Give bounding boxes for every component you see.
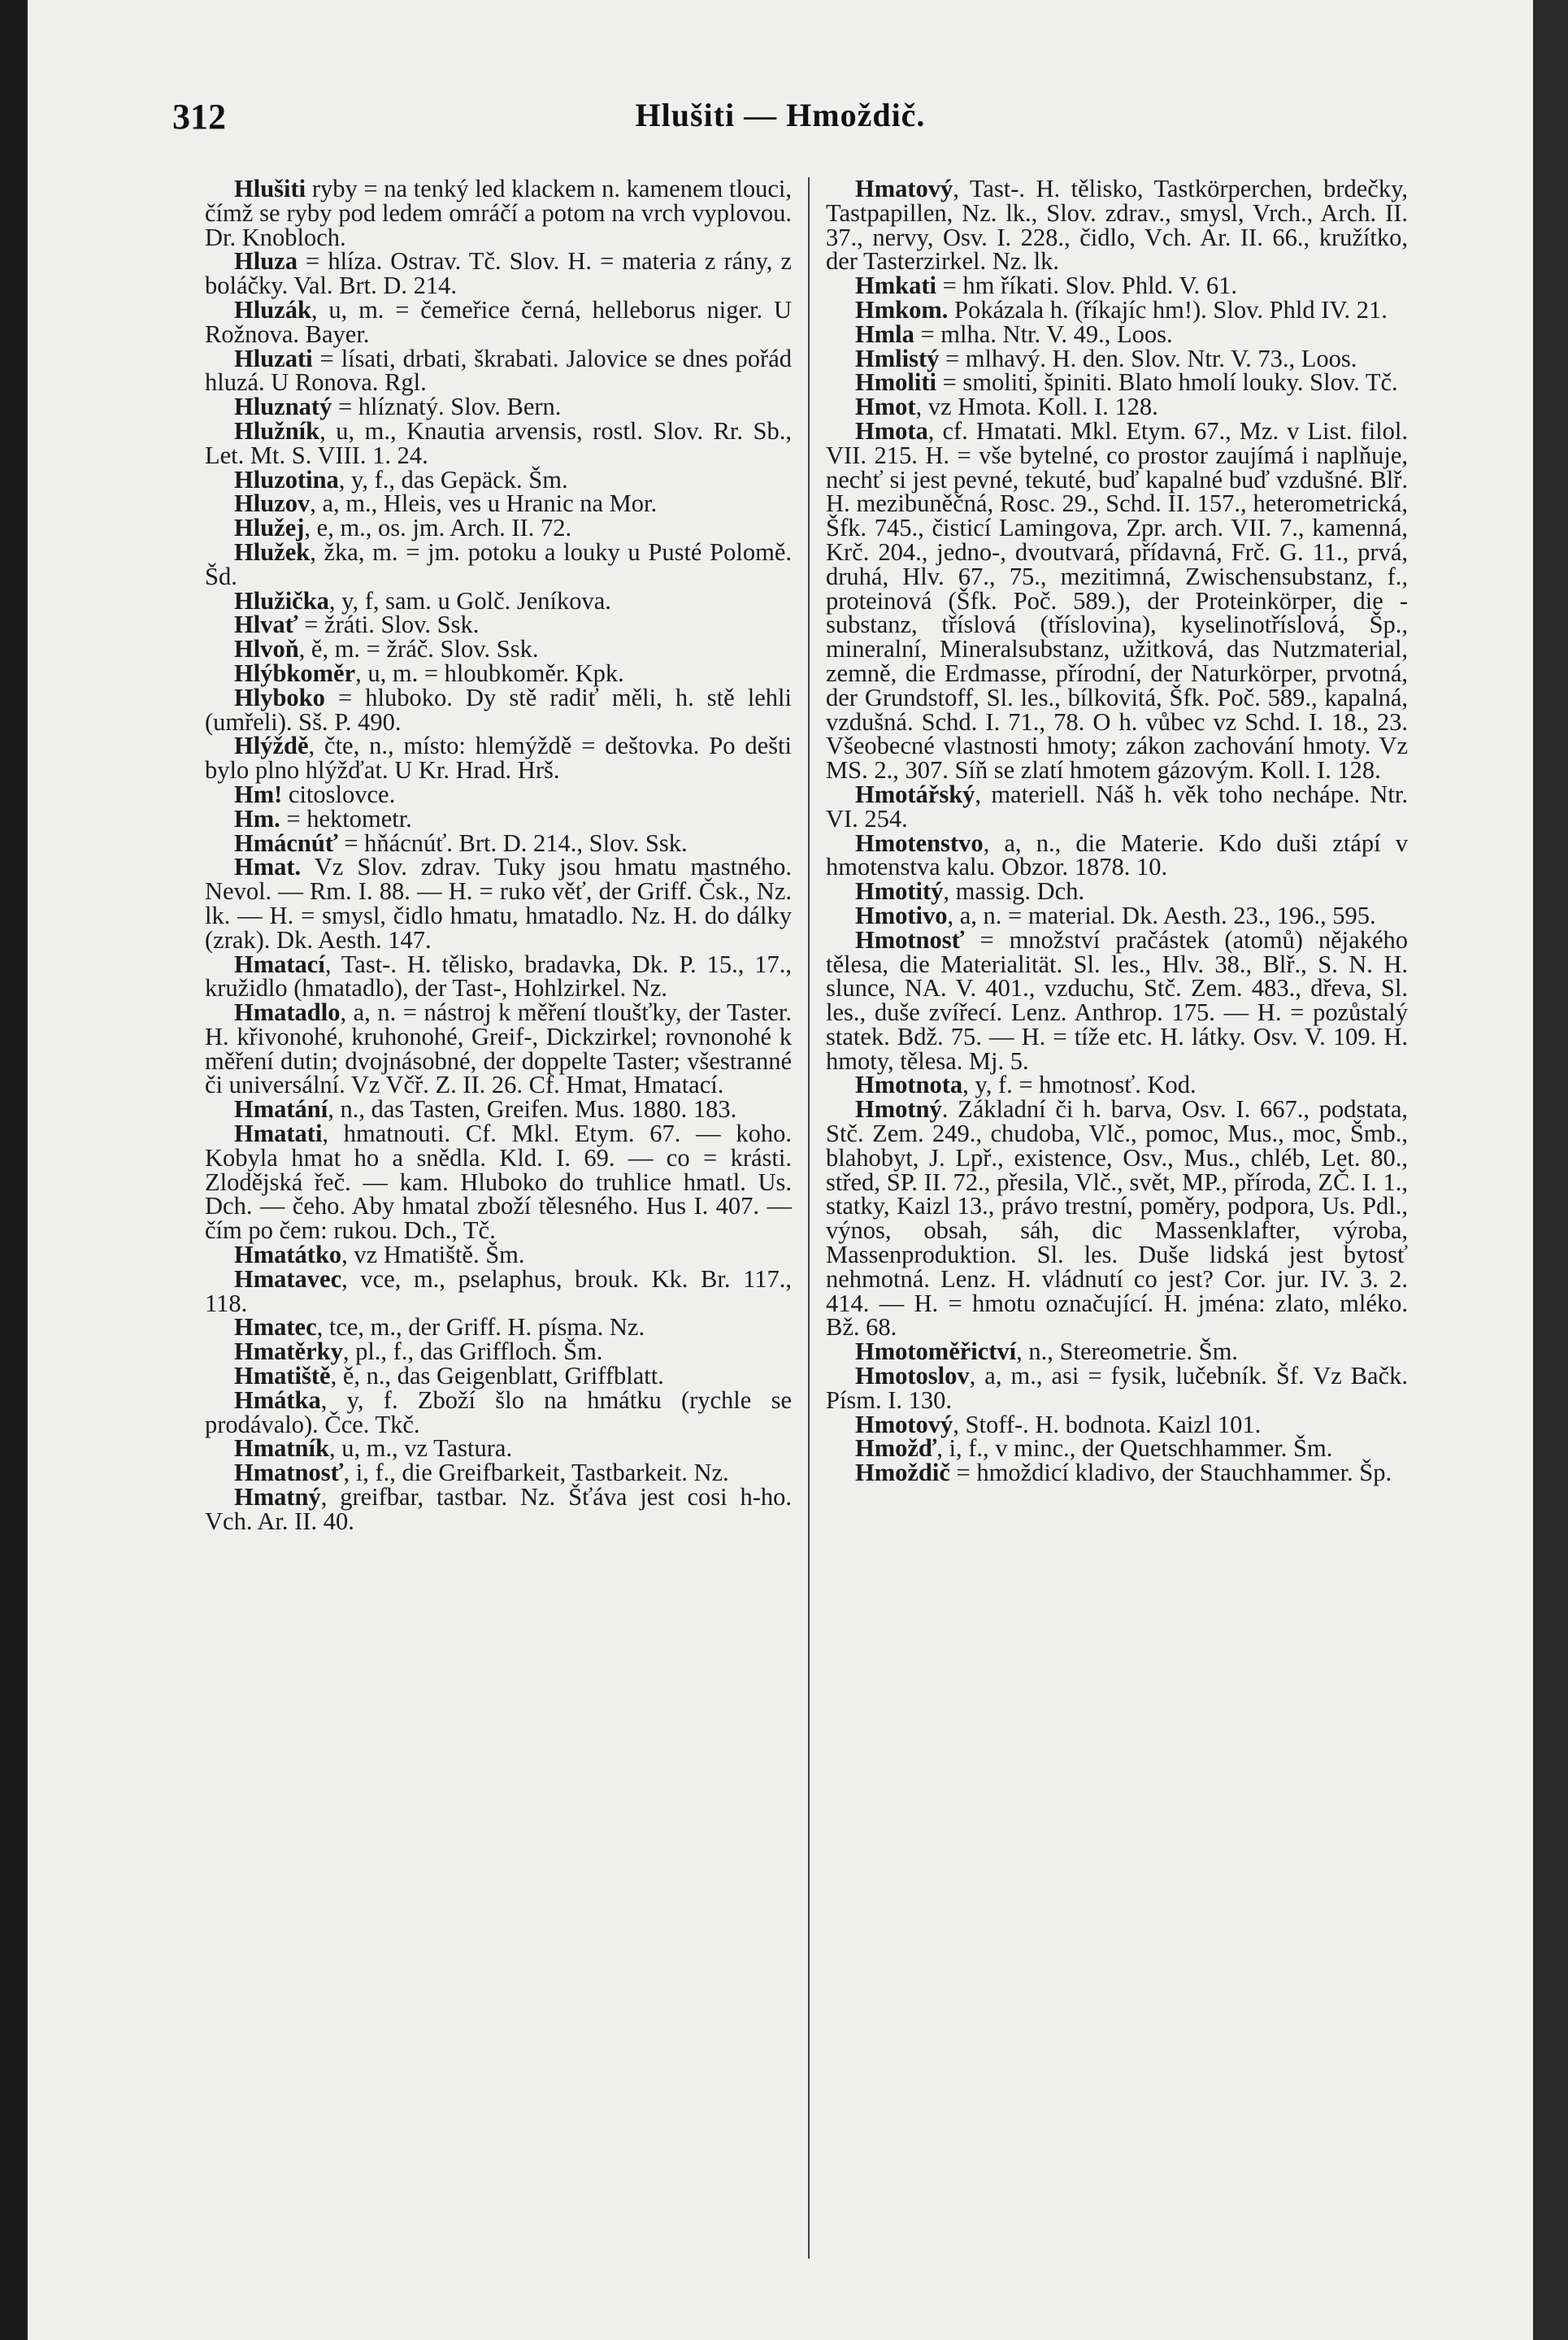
dictionary-entry <box>205 829 792 857</box>
dictionary-entry <box>826 1364 1408 1413</box>
entry-text: , tce, m., der Griff. H. písma. Nz. <box>316 1313 645 1342</box>
dictionary-entry <box>205 465 792 494</box>
entry-text: , y, f. = hmotnosť. Kod. <box>962 1071 1197 1099</box>
dictionary-entry <box>826 274 1408 298</box>
entry-text: , vz Hmatiště. Šm. <box>341 1241 525 1269</box>
entry-text: = mlha. Ntr. V. 49., Loos. <box>914 320 1173 348</box>
entry-text: , pl., f., das Griffloch. Šm. <box>342 1337 603 1366</box>
entry-headword: Hmotoměřictví <box>855 1337 1017 1366</box>
entry-text: , a, m., Hleis, ves u Hranic na Mor. <box>310 489 658 518</box>
entry-text: = mlhavý. H. den. Slov. Ntr. V. 73., Loos. <box>939 344 1357 372</box>
dictionary-entry <box>826 1434 1408 1463</box>
dictionary-entry <box>205 1385 792 1438</box>
entry-headword: Hlužník <box>234 416 320 445</box>
entry-text: , i, f., die Greifbarkeit, Tastbarkeit. Nz. <box>343 1459 729 1487</box>
right-column <box>826 177 1408 1485</box>
entry-text: , e, m., os. jm. Arch. II. 72. <box>304 514 572 542</box>
entry-text: = hm říkati. Slov. Phld. V. 61. <box>936 272 1237 300</box>
entry-text: , ě, m. = žráč. Slov. Ssk. <box>298 635 539 663</box>
dictionary-entry <box>205 489 792 518</box>
dictionary-entry <box>205 177 792 250</box>
entry-headword: Hmoždič <box>855 1459 950 1487</box>
entry-text: = hlíznatý. Slov. Bern. <box>332 393 562 421</box>
entry-headword: Hmotoslov <box>855 1362 970 1390</box>
entry-text: = lísati, drbati, škrabati. Jalovice se dnes pořád hluzá. U Ronova. Rgl. <box>205 344 792 397</box>
entry-headword: Hluzák <box>234 295 311 324</box>
entry-text: , greifbar, tastbar. Nz. Šťáva jest cosi h-ho. Vch. Ar. II. 40. <box>205 1483 792 1535</box>
dictionary-entry <box>826 416 1408 785</box>
entry-text: citoslovce. <box>282 780 396 808</box>
entry-text: . Základní či h. barva, Osv. I. 667., podstata, Stč. Zem. 249., chudoba, Vlč., pomoc, Mus., moc, Šmb., blahobyt, J. Lpř., existence, Osv., Mus., chléb, Let. 80., střed, SP. II. 72., přesila, Vlč., svět, MP., příroda, ZČ. I. 1., statky, Kaizl 13., právo trestní, poměry, podpora, Us. Pdl., výnos, obsah, sáh, dic Massenklafter, výroba, Massenproduktion. Sl. les. Duše lidská jest bytosť nehmotná. Lenz. H. vládnutí co jest? Cor. jur. IV. 3. 2. 414. — H. = hmotu označující. H. jména: zlato, mléko. Bž. 68. <box>826 1095 1408 1342</box>
entry-text: , Tast-. H. tělisko, bradavka, Dk. P. 15., 17., kružidlo (hmatadlo), der Tast-, Hohlzirkel. Nz. <box>205 950 792 1003</box>
entry-text: , vz Hmota. Koll. I. 128. <box>915 393 1158 421</box>
dictionary-entry <box>205 344 792 397</box>
entry-text: , Tast-. H. tělisko, Tastkörperchen, brdečky, Tastpapillen, Nz. lk., Slov. zdrav., smysl, Vrch., Arch. II. 37., nervy, Osv. I. 228., čidlo, Vch. Ar. II. 66., kružítko, der Tasterzirkel. Nz. lk. <box>826 175 1408 276</box>
dictionary-entry <box>205 1434 792 1463</box>
dictionary-entry <box>205 1313 792 1342</box>
entry-headword: Hmatiště <box>234 1362 331 1390</box>
dictionary-entry <box>826 295 1408 324</box>
left-column <box>205 177 792 1534</box>
entry-headword: Hlužička <box>234 586 329 615</box>
entry-headword: Hmatadlo <box>234 998 341 1027</box>
dictionary-entry <box>826 1095 1408 1342</box>
dictionary-entry <box>205 586 792 615</box>
entry-headword: Hmatěrky <box>234 1337 343 1366</box>
entry-headword: Hmotový <box>855 1410 953 1438</box>
entry-text: , massig. Dch. <box>943 877 1085 906</box>
entry-text: = hluboko. Dy stě radiť měli, h. stě lehli (umřeli). Sš. P. 490. <box>205 683 792 736</box>
dictionary-entry <box>205 395 792 420</box>
entry-text: = hňácnúť. Brt. D. 214., Slov. Ssk. <box>337 829 688 857</box>
entry-headword: Hmatec <box>234 1313 317 1342</box>
entry-text: , vce, m., pselaphus, brouk. Kk. Br. 117., 118. <box>205 1264 792 1317</box>
entry-headword: Hmotivo <box>855 901 948 929</box>
dictionary-entry <box>205 1485 792 1534</box>
entry-headword: Hmot <box>855 393 916 421</box>
entry-headword: Hmatnosť <box>234 1459 344 1487</box>
dictionary-entry <box>205 1364 792 1389</box>
entry-text: = žráti. Slov. Ssk. <box>298 611 480 639</box>
dictionary-entry <box>205 1264 792 1317</box>
entry-headword: Hmotenstvo <box>855 829 984 857</box>
entry-text: , n., Stereometrie. Šm. <box>1016 1337 1238 1366</box>
entry-headword: Hlužek <box>234 537 311 566</box>
entry-headword: Hmatání <box>234 1095 328 1124</box>
dictionary-entry <box>205 855 792 952</box>
dictionary-entry <box>205 1122 792 1243</box>
entry-headword: Hmotitý <box>855 877 944 906</box>
entry-headword: Hlyboko <box>234 683 325 711</box>
dictionary-entry <box>826 368 1408 397</box>
page-header <box>28 96 1533 145</box>
entry-headword: Hmatati <box>234 1120 323 1148</box>
entry-headword: Hmácnúť <box>234 829 338 857</box>
entry-headword: Hlvoň <box>234 635 299 663</box>
entry-text: , u, m., Knautia arvensis, rostl. Slov. Rr. Sb., Let. Mt. S. VIII. 1. 24. <box>205 416 792 469</box>
entry-text: , a, n., die Materie. Kdo duši ztápí v hmotenstva kalu. Obzor. 1878. 10. <box>826 829 1408 881</box>
entry-text: = smoliti, špiniti. Blato hmolí louky. Slov. Tč. <box>936 368 1398 397</box>
entry-headword: Hluznatý <box>234 393 332 421</box>
dictionary-entry <box>826 901 1408 929</box>
dictionary-entry <box>205 804 792 833</box>
entry-headword: Hmat. <box>234 853 302 881</box>
entry-text: , i, f., v minc., der Quetschhammer. Šm. <box>936 1434 1333 1463</box>
entry-headword: Hmátka <box>234 1385 321 1414</box>
dictionary-entry <box>826 395 1408 420</box>
entry-text: , y, f, sam. u Golč. Jeníkova. <box>328 586 611 615</box>
entry-text: = hlíza. Ostrav. Tč. Slov. H. = materia z rány, z boláčky. Val. Brt. D. 214. <box>205 247 792 300</box>
entry-text: , y, f., das Gepäck. Šm. <box>338 465 568 494</box>
entry-headword: Hmla <box>855 320 914 348</box>
dictionary-entry <box>205 998 792 1099</box>
dictionary-entry <box>205 295 792 348</box>
dictionary-entry <box>205 734 792 783</box>
entry-text: = hektometr. <box>280 804 412 833</box>
dictionary-entry <box>205 1337 792 1366</box>
entry-headword: Hmatný <box>234 1483 321 1511</box>
entry-text: Pokázala h. (říkajíc hm!). Slov. Phld IV. 21. <box>948 295 1388 324</box>
entry-text: , čte, n., místo: hlemýždě = deštovka. Po dešti bylo plno hlýžďat. U Kr. Hrad. Hrš. <box>205 732 792 785</box>
entry-headword: Hluzati <box>234 344 313 372</box>
dictionary-entry <box>826 925 1408 1075</box>
entry-headword: Hmota <box>855 416 928 445</box>
entry-headword: Hmožď <box>855 1434 937 1463</box>
dictionary-entry <box>826 1073 1408 1098</box>
entry-headword: Hm! <box>234 780 283 808</box>
entry-text: , a, m., asi = fysik, lučebník. Šf. Vz Bačk. Písm. I. 130. <box>826 1362 1408 1414</box>
dictionary-entry <box>205 1095 792 1124</box>
dictionary-entry <box>826 320 1408 348</box>
entry-headword: Hluza <box>234 247 298 276</box>
column-divider <box>808 177 810 2259</box>
entry-text: , u, m., vz Tastura. <box>328 1434 513 1463</box>
entry-headword: Hlušiti <box>234 175 306 202</box>
entry-headword: Hmotářský <box>855 780 975 808</box>
dictionary-entry <box>205 516 792 541</box>
entry-headword: Hlvať <box>234 611 298 639</box>
page-edge-shadow <box>1533 0 1568 2340</box>
dictionary-entry <box>826 829 1408 881</box>
dictionary-entry <box>205 683 792 736</box>
dictionary-entry <box>205 950 792 1003</box>
entry-headword: Hmatový <box>855 175 953 202</box>
dictionary-entry <box>826 1461 1408 1485</box>
entry-headword: Hmkom. <box>855 295 949 324</box>
entry-headword: Hmatací <box>234 950 325 978</box>
entry-text: , n., das Tasten, Greifen. Mus. 1880. 183. <box>328 1095 737 1124</box>
entry-text: , ě, n., das Geigenblatt, Griffblatt. <box>330 1362 664 1390</box>
entry-headword: Hlýždě <box>234 732 309 760</box>
page-number: 312 <box>172 97 226 137</box>
entry-headword: Hluzov <box>234 489 311 518</box>
entry-text: ryby = na tenký led klackem n. kamenem tlouci, čímž se ryby pod ledem omráčí a potom na vrch vyplovou. Dr. Knobloch. <box>205 175 792 251</box>
dictionary-entry <box>826 344 1408 372</box>
dictionary-page <box>28 0 1533 2340</box>
entry-headword: Hmotný <box>855 1095 942 1124</box>
entry-headword: Hluzotina <box>234 465 339 494</box>
entry-text: , a, n. = material. Dk. Aesth. 23., 196., 595. <box>947 901 1376 929</box>
entry-text: = hmoždicí kladivo, der Stauchhammer. Šp. <box>949 1459 1392 1487</box>
entry-headword: Hmatník <box>234 1434 329 1463</box>
dictionary-entry <box>826 1410 1408 1438</box>
dictionary-entry <box>205 1461 792 1485</box>
dictionary-entry <box>826 177 1408 274</box>
entry-headword: Hmotnosť <box>855 925 965 954</box>
running-head: Hlušiti — Hmoždič. <box>635 97 926 133</box>
entry-text: , cf. Hmatati. Mkl. Etym. 67., Mz. v List. filol. VII. 215. H. = vše bytelné, co prostor zaujímá i naplňuje, nechť si jest pevné, tekuté, buď kapalné buď vzdušné. Blř. H. mezibuněčná, Rosc. 29., Schd. II. 157., heterometrická, Šfk. 745., čisticí Lamingova, Zpr. arch. VII. 7., kamenná, Krč. 204., jedno-, dvoutvará, přídavná, Frč. G. 11., prvá, druhá, Hlv. 67., 75., mezitimná, Zwischensubstanz, f., proteinová (Šfk. Poč. 589.), der Proteinkörper, die -substanz, tříslová (tříslovina), kyselinotříslová, Šp., mineralní, Mineralsubstanz, užitková, das Nutzmaterial, zemně, die Erdmasse, přírodní, der Naturkörper, prvotná, der Grundstoff, Sl. les., bílkovitá, Šfk. Poč. 589., kapalná, vzdušná. Schd. I. 71., 78. O h. vůbec vz Schd. I. 18., 23. Všeobecné vlastnosti hmoty; zákon zachování hmoty. Vz MS. 2., 307. Síň se zlatí hmotem gázovým. Koll. I. 128. <box>826 416 1408 785</box>
dictionary-entry <box>826 877 1408 906</box>
dictionary-entry <box>826 1337 1408 1366</box>
entry-text: , žka, m. = jm. potoku a louky u Pusté Polomě. Šd. <box>205 537 792 590</box>
entry-text: , a, n. = nástroj k měření tloušťky, der Taster. H. křivonohé, kruhonohé, Greif-, Dickzirkel; rovnonohé k měření dutin; dvojnásobné, der doppelte Taster; všestranné či universální. Vz Včř. Z. II. 26. Cf. Hmat, Hmatací. <box>205 998 792 1099</box>
entry-text: , Stoff-. H. bodnota. Kaizl 101. <box>953 1410 1262 1438</box>
entry-headword: Hm. <box>234 804 280 833</box>
entry-headword: Hmatavec <box>234 1264 342 1293</box>
dictionary-entry <box>205 1243 792 1268</box>
entry-headword: Hmatátko <box>234 1241 342 1269</box>
entry-text: , y, f. Zboží šlo na hmátku (rychle se prodávalo). Čce. Tkč. <box>205 1385 792 1438</box>
entry-text: , hmatnouti. Cf. Mkl. Etym. 67. — koho. Kobyla hmat ho a snědla. Kld. I. 69. — co = krásti. Zlodějská řeč. — kam. Hluboko do truhlice hmatl. Us. Dch. — čeho. Aby hmatal zboží tělesného. Hus I. 407. — čím po čem: rukou. Dch., Tč. <box>205 1120 792 1245</box>
entry-headword: Hlužej <box>234 514 305 542</box>
entry-text: , materiell. Náš h. věk toho nechápe. Ntr. VI. 254. <box>826 780 1408 833</box>
entry-text: , u, m. = čemeřice černá, helleborus niger. U Rožnova. Bayer. <box>205 295 792 348</box>
entry-headword: Hmotnota <box>855 1071 963 1099</box>
entry-text: = množství pračástek (atomů) nějakého tělesa, die Materialität. Sl. les., Hlv. 38., Blř., S. N. H. slunce, NA. V. 401., vzduchu, Stč. Zem. 483., dřeva, Sl. les., duše zvířecí. Lenz. Anthrop. 175. — H. = pozůstalý statek. Bdž. 75. — H. = tíže etc. H. látky. Osv. V. 109. H. hmoty, tělesa. Mj. 5. <box>826 925 1408 1075</box>
entry-text: Vz Slov. zdrav. Tuky jsou hmatu mastného. Nevol. — Rm. I. 88. — H. = ruko věť, der Griff. Čsk., Nz. lk. — H. = smysl, čidlo hmatu, hmatadlo. Nz. H. do dálky (zrak). Dk. Aesth. 147. <box>205 853 792 954</box>
dictionary-entry <box>205 780 792 808</box>
entry-headword: Hmlistý <box>855 344 940 372</box>
entry-text: , u, m. = hloubkoměr. Kpk. <box>355 659 624 687</box>
dictionary-entry <box>205 659 792 687</box>
dictionary-entry <box>205 537 792 590</box>
dictionary-entry <box>205 247 792 300</box>
entry-headword: Hmkati <box>855 272 936 300</box>
entry-headword: Hlýbkoměr <box>234 659 356 687</box>
dictionary-entry <box>205 613 792 637</box>
dictionary-entry <box>826 780 1408 833</box>
dictionary-entry <box>205 637 792 662</box>
dictionary-entry <box>205 416 792 469</box>
entry-headword: Hmoliti <box>855 368 936 397</box>
